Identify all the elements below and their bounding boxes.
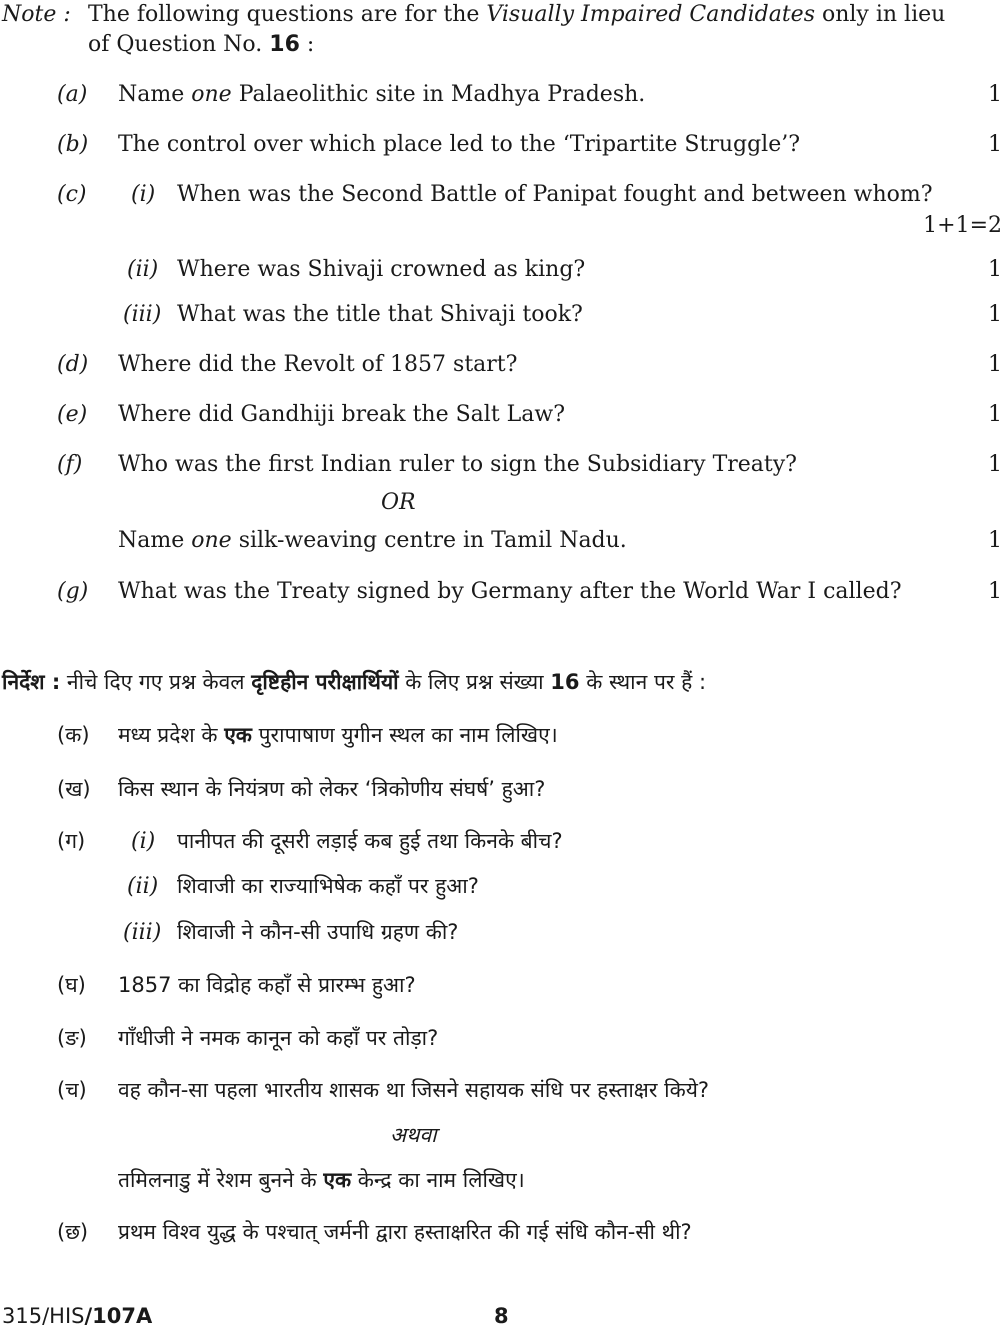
question-text: The control over which place led to the ‘Tripartite Struggle’? — [118, 132, 801, 157]
question-text: Name one Palaeolithic site in Madhya Pradesh. — [118, 82, 646, 107]
note-label: निर्देश : — [2, 670, 61, 694]
question-label: (c) — [57, 182, 87, 207]
question-text: शिवाजी ने कौन-सी उपाधि ग्रहण की? — [177, 920, 459, 944]
question-text: What was the title that Shivaji took? — [177, 302, 583, 327]
question-text: Who was the first Indian ruler to sign the Subsidiary Treaty? — [118, 452, 797, 477]
question-label: (छ) — [57, 1220, 89, 1244]
english-note — [2, 2, 71, 27]
paper-code: 315/HIS/107A — [2, 1304, 153, 1328]
question-label: (घ) — [57, 973, 86, 997]
question-text: मध्य प्रदेश के एक पुरापाषाण युगीन स्थल का नाम लिखिए। — [118, 723, 558, 747]
question-label: (च) — [57, 1078, 87, 1102]
question-text: Where did Gandhiji break the Salt Law? — [118, 402, 566, 427]
note-label: Note : — [2, 2, 71, 27]
question-text: Where did the Revolt of 1857 start? — [118, 352, 518, 377]
question-label: (b) — [57, 132, 89, 157]
question-text: 1857 का विद्रोह कहाँ से प्रारम्भ हुआ? — [118, 973, 416, 997]
question-label: (ङ) — [57, 1026, 87, 1050]
question-text: Where was Shivaji crowned as king? — [177, 257, 586, 282]
question-label: (a) — [57, 82, 88, 107]
sub-question-label: (iii) — [123, 920, 162, 945]
sub-question-label: (i) — [131, 829, 156, 854]
english-note-line2: of Question No. 16 : — [88, 32, 315, 57]
question-text: वह कौन-सा पहला भारतीय शासक था जिसने सहायक संधि पर हस्ताक्षर किये? — [118, 1078, 710, 1102]
question-marks: 1 — [988, 302, 1002, 327]
question-label: (g) — [57, 579, 89, 604]
question-marks: 1 — [988, 452, 1002, 477]
question-text: तमिलनाडु में रेशम बुनने के एक केन्द्र का नाम लिखिए। — [118, 1168, 525, 1192]
question-text: What was the Treaty signed by Germany after the World War I called? — [118, 579, 902, 604]
question-marks: 1 — [988, 579, 1002, 604]
sub-question-label: (i) — [131, 182, 156, 207]
question-label: (f) — [57, 452, 83, 477]
sub-question-label: (ii) — [127, 257, 159, 282]
question-label: (ख) — [57, 777, 91, 801]
question-text: गाँधीजी ने नमक कानून को कहाँ पर तोड़ा? — [118, 1026, 439, 1050]
question-label: (क) — [57, 723, 90, 747]
english-note-line1: The following questions are for the Visually Impaired Candidates only in lieu — [88, 2, 946, 27]
question-text: When was the Second Battle of Panipat fought and between whom? — [177, 182, 933, 207]
question-text: शिवाजी का राज्याभिषेक कहाँ पर हुआ? — [177, 874, 479, 898]
question-marks: 1 — [988, 352, 1002, 377]
question-marks: 1 — [988, 132, 1002, 157]
question-marks: 1 — [988, 528, 1002, 553]
question-marks: 1+1=2 — [923, 213, 1002, 238]
sub-question-label: (iii) — [123, 302, 162, 327]
sub-question-label: (ii) — [127, 874, 159, 899]
question-text: प्रथम विश्व युद्ध के पश्चात् जर्मनी द्वारा हस्ताक्षरित की गई संधि कौन-सी थी? — [118, 1220, 692, 1244]
question-label: (e) — [57, 402, 88, 427]
or-separator: OR — [381, 490, 416, 515]
question-text: पानीपत की दूसरी लड़ाई कब हुई तथा किनके बीच? — [177, 829, 563, 853]
question-label: (d) — [57, 352, 89, 377]
page-number: 8 — [494, 1304, 509, 1328]
question-text: Name one silk-weaving centre in Tamil Nadu. — [118, 528, 627, 553]
question-text: किस स्थान के नियंत्रण को लेकर ‘त्रिकोणीय संघर्ष’ हुआ? — [118, 777, 546, 801]
question-marks: 1 — [988, 402, 1002, 427]
or-separator: अथवा — [390, 1123, 437, 1147]
question-marks: 1 — [988, 257, 1002, 282]
question-label: (ग) — [57, 829, 86, 853]
hindi-note: निर्देश : नीचे दिए गए प्रश्न केवल दृष्टिहीन परीक्षार्थियों के लिए प्रश्न संख्या 16 के स्थान पर हैं : — [2, 670, 707, 694]
question-marks: 1 — [988, 82, 1002, 107]
